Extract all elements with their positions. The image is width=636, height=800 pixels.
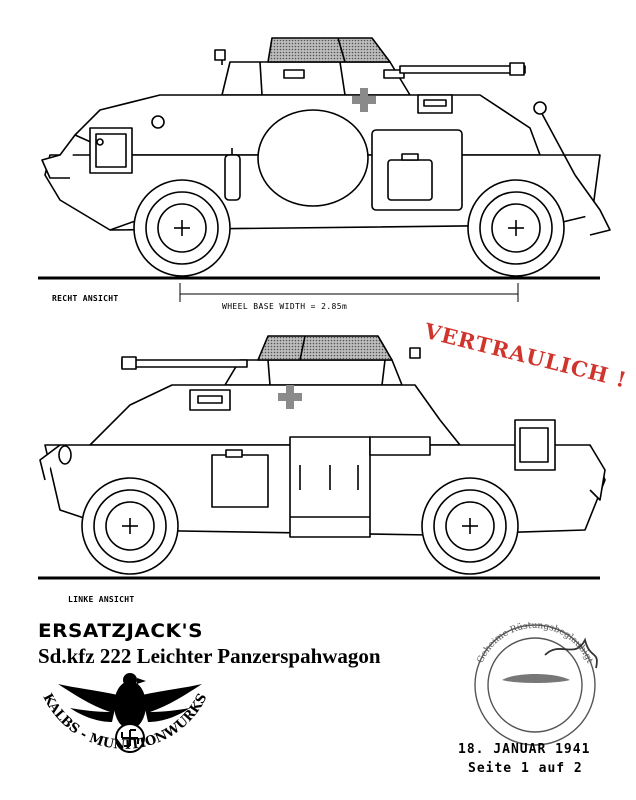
vehicle-title: Sd.kfz 222 Leichter Panzerspahwagon	[38, 644, 381, 668]
turret-top	[222, 62, 410, 95]
page-number: Seite 1 auf 2	[468, 761, 583, 776]
brand-title: ERSATZJACK'S	[38, 620, 204, 642]
turret-hatch-left	[258, 336, 392, 360]
left-view-label: LINKE ANSICHT	[68, 595, 135, 604]
left-side-view	[38, 336, 605, 578]
right-view-label: RECHT ANSICHT	[52, 294, 119, 303]
turret-top-left	[225, 360, 402, 385]
spare-wheel	[258, 110, 368, 206]
right-side-view	[38, 38, 610, 302]
seal-text: Geheime Rüstungsbeglaubigt	[475, 620, 595, 665]
main-gun-left	[122, 360, 247, 367]
main-gun	[400, 66, 525, 73]
document-date: 18. JANUAR 1941	[458, 742, 591, 757]
classification-stamp: VERTRAULICH !	[421, 318, 630, 393]
maker-name: KALBS - MUNITIONWURKS	[39, 691, 211, 753]
upper-hull-left	[90, 385, 460, 445]
turret-hatch	[268, 38, 390, 62]
wheel-base-label: WHEEL BASE WIDTH = 2.85m	[222, 302, 348, 311]
